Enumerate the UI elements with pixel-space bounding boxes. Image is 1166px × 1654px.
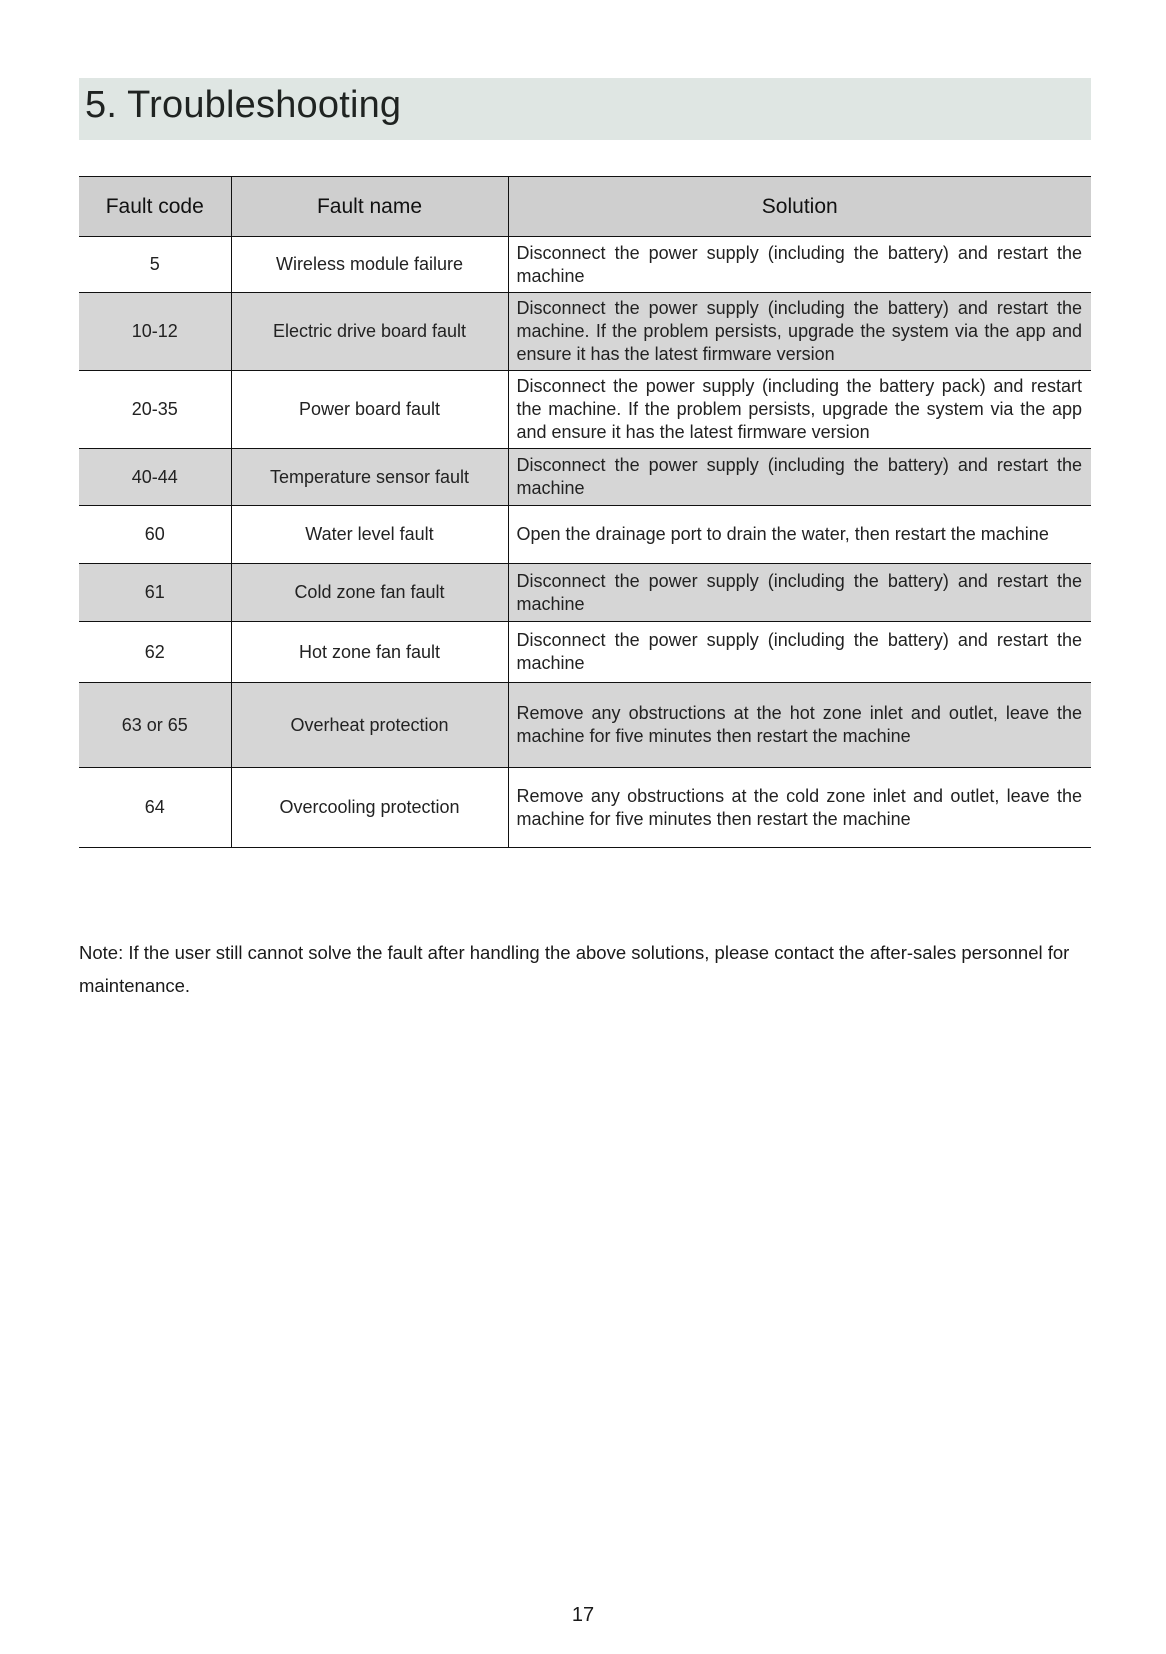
fault-code: 61: [79, 564, 231, 622]
fault-solution: Disconnect the power supply (including the battery) and restart the machine: [508, 237, 1091, 293]
header-solution: Solution: [508, 177, 1091, 237]
fault-solution: Disconnect the power supply (including the battery pack) and restart the machine. If the problem persists, upgrade the system via the app and ensure it has the latest firmware version: [508, 371, 1091, 449]
fault-solution: Disconnect the power supply (including the battery) and restart the machine: [508, 449, 1091, 506]
troubleshooting-table: [79, 176, 1091, 848]
fault-code: 63 or 65: [79, 683, 231, 768]
fault-code: 60: [79, 506, 231, 564]
header-fault-code: Fault code: [79, 177, 231, 237]
fault-name: Power board fault: [231, 371, 508, 449]
fault-name: Water level fault: [231, 506, 508, 564]
fault-name: Cold zone fan fault: [231, 564, 508, 622]
section-header: [79, 78, 1091, 140]
fault-solution: Disconnect the power supply (including the battery) and restart the machine: [508, 622, 1091, 683]
fault-code: 62: [79, 622, 231, 683]
table-row: [79, 506, 1091, 564]
fault-code: 5: [79, 237, 231, 293]
table-row: [79, 622, 1091, 683]
fault-solution: Disconnect the power supply (including the battery) and restart the machine: [508, 564, 1091, 622]
header-fault-name: Fault name: [231, 177, 508, 237]
page-number: 17: [571, 1604, 595, 1626]
table-row: [79, 564, 1091, 622]
fault-solution: Remove any obstructions at the cold zone inlet and outlet, leave the machine for five minutes then restart the machine: [508, 768, 1091, 848]
table-row: [79, 449, 1091, 506]
fault-name: Hot zone fan fault: [231, 622, 508, 683]
fault-name: Overcooling protection: [231, 768, 508, 848]
fault-name: Electric drive board fault: [231, 293, 508, 371]
fault-name: Wireless module failure: [231, 237, 508, 293]
fault-code: 20-35: [79, 371, 231, 449]
fault-code: 40-44: [79, 449, 231, 506]
fault-code: 10-12: [79, 293, 231, 371]
table-header-row: [79, 177, 1091, 237]
table-row: [79, 237, 1091, 293]
fault-name: Overheat protection: [231, 683, 508, 768]
fault-solution: Open the drainage port to drain the water, then restart the machine: [508, 506, 1091, 564]
fault-solution: Disconnect the power supply (including the battery) and restart the machine. If the problem persists, upgrade the system via the app and ensure it has the latest firmware version: [508, 293, 1091, 371]
fault-name: Temperature sensor fault: [231, 449, 508, 506]
table-row: [79, 768, 1091, 848]
fault-solution: Remove any obstructions at the hot zone inlet and outlet, leave the machine for five minutes then restart the machine: [508, 683, 1091, 768]
fault-code: 64: [79, 768, 231, 848]
section-title: 5. Troubleshooting: [85, 84, 402, 126]
table-row: [79, 683, 1091, 768]
maintenance-note: Note: If the user still cannot solve the fault after handling the above solutions, please contact the after-sales personnel for maintenance.: [79, 942, 1070, 996]
table-row: [79, 371, 1091, 449]
table-row: [79, 293, 1091, 371]
